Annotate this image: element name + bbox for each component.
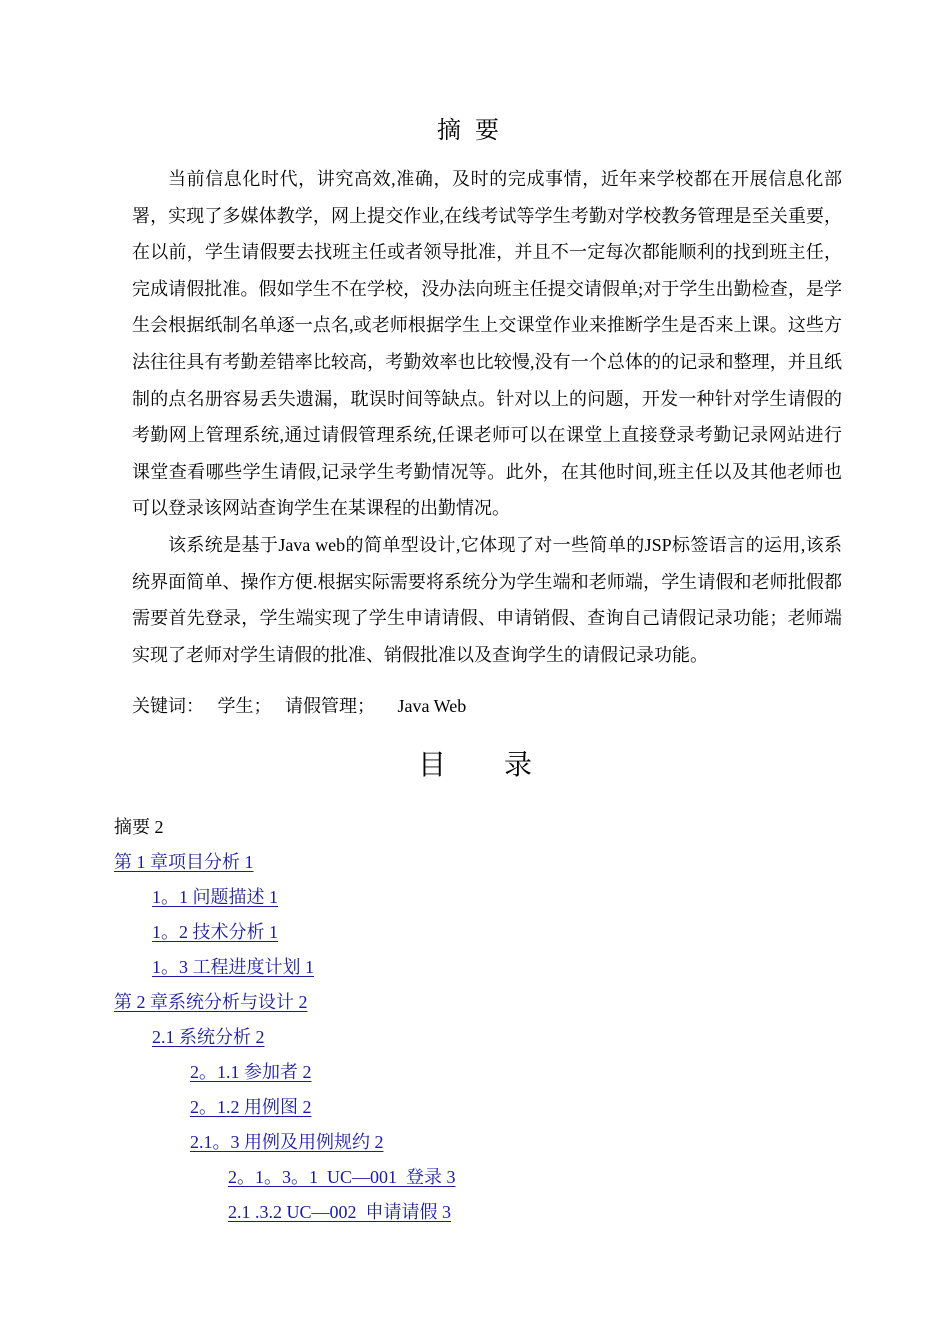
toc-title: 目录 [417,750,590,781]
table-of-contents [114,810,456,1230]
toc-item [114,1160,456,1195]
toc-item [114,950,456,985]
toc-link-1-1[interactable]: 1。1 问题描述 1 [152,887,278,907]
toc-item [114,880,456,915]
abstract-paragraph-1: 当前信息化时代，讲究高效,准确，及时的完成事情，近年来学校都在开展信息化部署，实现了多媒体教学，网上提交作业,在线考试等学生考勤对学校教务管理是至关重要，在以前，学生请假要去找班主任或者领导批准，并且不一定每次都能顺利的找到班主任，完成请假批准。假如学生不在学校，没办法向班主任提交请假单;对于学生出勤检查，是学生会根据纸制名单逐一点名,或老师根据学生上交课堂作业来推断学生是否来上课。这些方法往往具有考勤差错率比较高，考勤效率也比较慢,没有一个总体的的记录和整理，并且纸制的点名册容易丢失遗漏，耽误时间等缺点。针对以上的问题，开发一种针对学生请假的考勤网上管理系统,通过请假管理系统,任课老师可以在课堂上直接登录考勤记录网站进行课堂查看哪些学生请假,记录学生考勤情况等。此外，在其他时间,班主任以及其他老师也可以登录该网站查询学生在某课程的出勤情况。 [132,169,842,519]
toc-item [114,915,456,950]
toc-item [114,985,456,1020]
toc-link-1-3[interactable]: 1。3 工程进度计划 1 [152,957,314,977]
toc-entry-abstract: 摘要 2 [114,817,164,837]
toc-link-chapter-2[interactable]: 第 2 章系统分析与设计 2 [114,992,308,1012]
toc-link-chapter-1[interactable]: 第 1 章项目分析 1 [114,852,254,872]
toc-item [114,1020,456,1055]
toc-link-1-2[interactable]: 1。2 技术分析 1 [152,922,278,942]
toc-link-2-1-2[interactable]: 2。1.2 用例图 2 [190,1097,312,1117]
toc-link-2-1-3-2[interactable]: 2.1 .3.2 UC—002 申请请假 3 [228,1202,452,1222]
abstract-body [132,161,842,673]
abstract-paragraph-2: 该系统是基于Java web的简单型设计,它体现了对一些简单的JSP标签语言的运用,该系统界面简单、操作方便.根据实际需要将系统分为学生端和老师端，学生请假和老师批假都需要首先登录，学生端实现了学生申请请假、申请销假、查询自己请假记录功能；老师端实现了老师对学生请假的批准、销假批准以及查询学生的请假记录功能。 [132,534,842,665]
toc-link-2-1-3[interactable]: 2.1。3 用例及用例规约 2 [190,1132,384,1152]
toc-item [114,845,456,880]
toc-link-2-1[interactable]: 2.1 系统分析 2 [152,1027,265,1047]
toc-item [114,1125,456,1160]
toc-item [114,1195,456,1230]
abstract-title: 摘要 [437,116,513,144]
keywords-line: 关键词： 学生； 请假管理； Java Web [132,696,467,716]
toc-item [114,1090,456,1125]
toc-item [114,1055,456,1090]
toc-link-2-1-3-1[interactable]: 2。1。3。1 UC—001 登录 3 [228,1167,456,1187]
toc-link-2-1-1[interactable]: 2。1.1 参加者 2 [190,1062,312,1082]
toc-item [114,810,456,845]
